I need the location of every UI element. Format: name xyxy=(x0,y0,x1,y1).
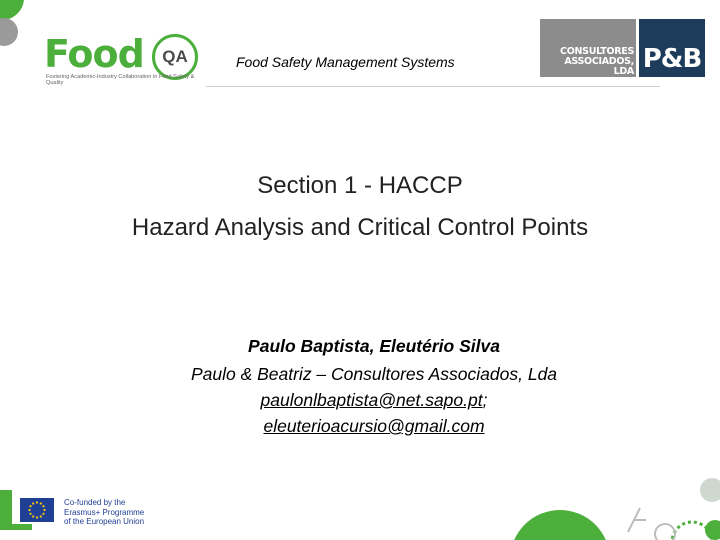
partner-logo xyxy=(540,19,705,77)
email-line-2 xyxy=(0,416,720,437)
email-link-1[interactable]: paulonlbaptista@net.sapo.pt xyxy=(260,390,483,410)
decorative-corner-bottom-right xyxy=(500,470,720,540)
partner-name-line2: ASSOCIADOS, LDA xyxy=(564,56,634,77)
email-link-2[interactable]: eleuterioacursio@gmail.com xyxy=(263,416,485,436)
eu-text-line1: Co-funded by the xyxy=(64,498,126,507)
decorative-corner-top-left xyxy=(0,0,38,54)
partner-name-line1: CONSULTORES xyxy=(560,46,634,57)
partner-mark: P&B xyxy=(642,44,702,74)
logo-tagline: Fostering Academic-Industry Collaboration in Food Safety & Quality xyxy=(46,74,195,87)
eu-text-line3: of the European Union xyxy=(64,517,145,526)
eu-bracket-vertical xyxy=(0,490,12,528)
logo-wordmark: Food xyxy=(44,32,144,76)
header-divider xyxy=(206,86,660,87)
header-title: Food Safety Management Systems xyxy=(236,54,455,70)
eu-cofunding xyxy=(0,490,160,540)
eu-text-line2: Erasmus+ Programme xyxy=(64,507,145,517)
partner-logo-text xyxy=(544,47,634,77)
email-line-1 xyxy=(0,390,720,411)
eu-text xyxy=(64,498,164,527)
authors: Paulo Baptista, Eleutério Silva xyxy=(248,336,500,356)
organization: Paulo & Beatriz – Consultores Associados, Lda xyxy=(190,364,558,384)
eu-flag-icon xyxy=(20,498,54,522)
eu-bracket-horizontal xyxy=(0,524,32,530)
logo-qa-badge: QA xyxy=(152,34,198,80)
section-title: Section 1 - HACCP xyxy=(257,172,463,199)
email-separator: ; xyxy=(482,390,488,410)
section-subtitle: Hazard Analysis and Critical Control Points xyxy=(131,214,589,241)
foodqa-logo xyxy=(44,32,204,90)
